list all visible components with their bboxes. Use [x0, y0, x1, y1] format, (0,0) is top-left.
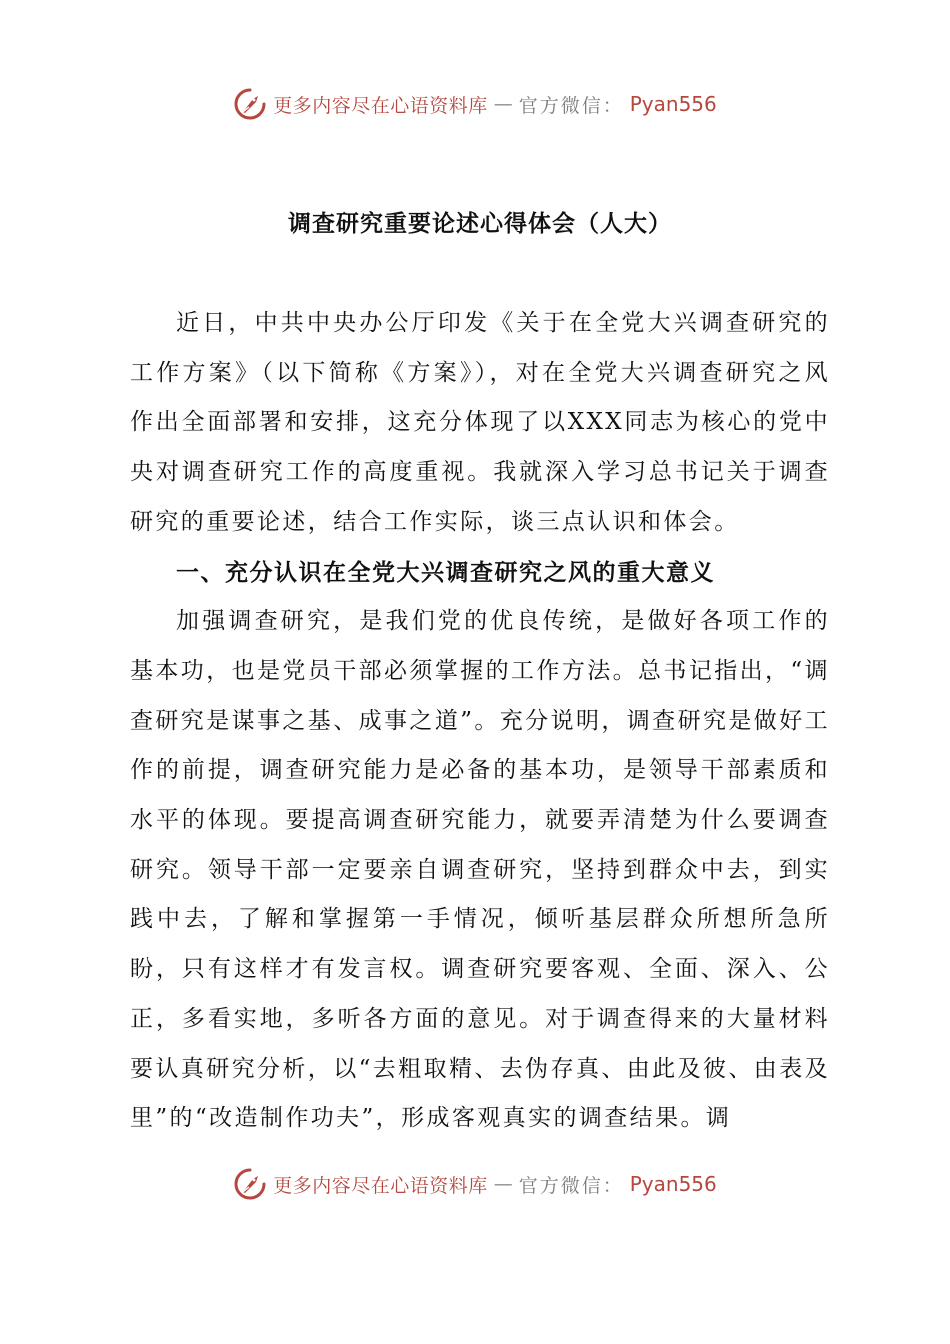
wechat-id: Pyan556: [629, 1172, 717, 1196]
promo-text: 更多内容尽在心语资料库: [273, 94, 488, 117]
pen-nib-logo-icon: [233, 87, 267, 121]
section-paragraph: 加强调查研究，是我们党的优良传统，是做好各项工作的基本功，也是党员干部必须掌握的工作方法。总书记指出，“调查研究是谋事之基、成事之道”。充分说明，调查研究是做好工作的前提，调查研究能力是必备的基本功，是领导干部素质和水平的体现。要提高调查研究能力，就要弄清楚为什么要调查研究。领导干部一定要亲自调查研究，坚持到群众中去，到实践中去，了解和掌握第一手情况，倾听基层群众所想所急所盼，只有这样才有发言权。调查研究要客观、全面、深入、公正，多看实地，多听各方面的意见。对于调查得来的大量材料要认真研究分析，以“去粗取精、去伪存真、由此及彼、由表及里”的“改造制作功夫”，形成客观真实的调查结果。调: [130, 608, 830, 1132]
pen-nib-logo-icon: [233, 1167, 267, 1201]
banner-separator: —: [493, 93, 513, 115]
footer-banner: [0, 1164, 950, 1204]
wechat-label: 官方微信：: [518, 1174, 624, 1197]
header-banner: [0, 84, 950, 124]
section-heading: 一、充分认识在全党大兴调查研究之风的重大意义: [176, 558, 715, 586]
document-body: [130, 200, 830, 1144]
promo-text: 更多内容尽在心语资料库: [273, 1174, 488, 1197]
intro-paragraph: 近日，中共中央办公厅印发《关于在全党大兴调查研究的工作方案》（以下简称《方案》），对在全党大兴调查研究之风作出全面部署和安排，这充分体现了以XXX同志为核心的党中央对调查研究工作的高度重视。我就深入学习总书记关于调查研究的重要论述，结合工作实际，谈三点认识和体会。: [130, 310, 830, 535]
wechat-label: 官方微信：: [518, 94, 624, 117]
document-title: 调查研究重要论述心得体会（人大）: [288, 210, 672, 237]
wechat-id: Pyan556: [629, 92, 717, 116]
banner-separator: —: [493, 1173, 513, 1195]
